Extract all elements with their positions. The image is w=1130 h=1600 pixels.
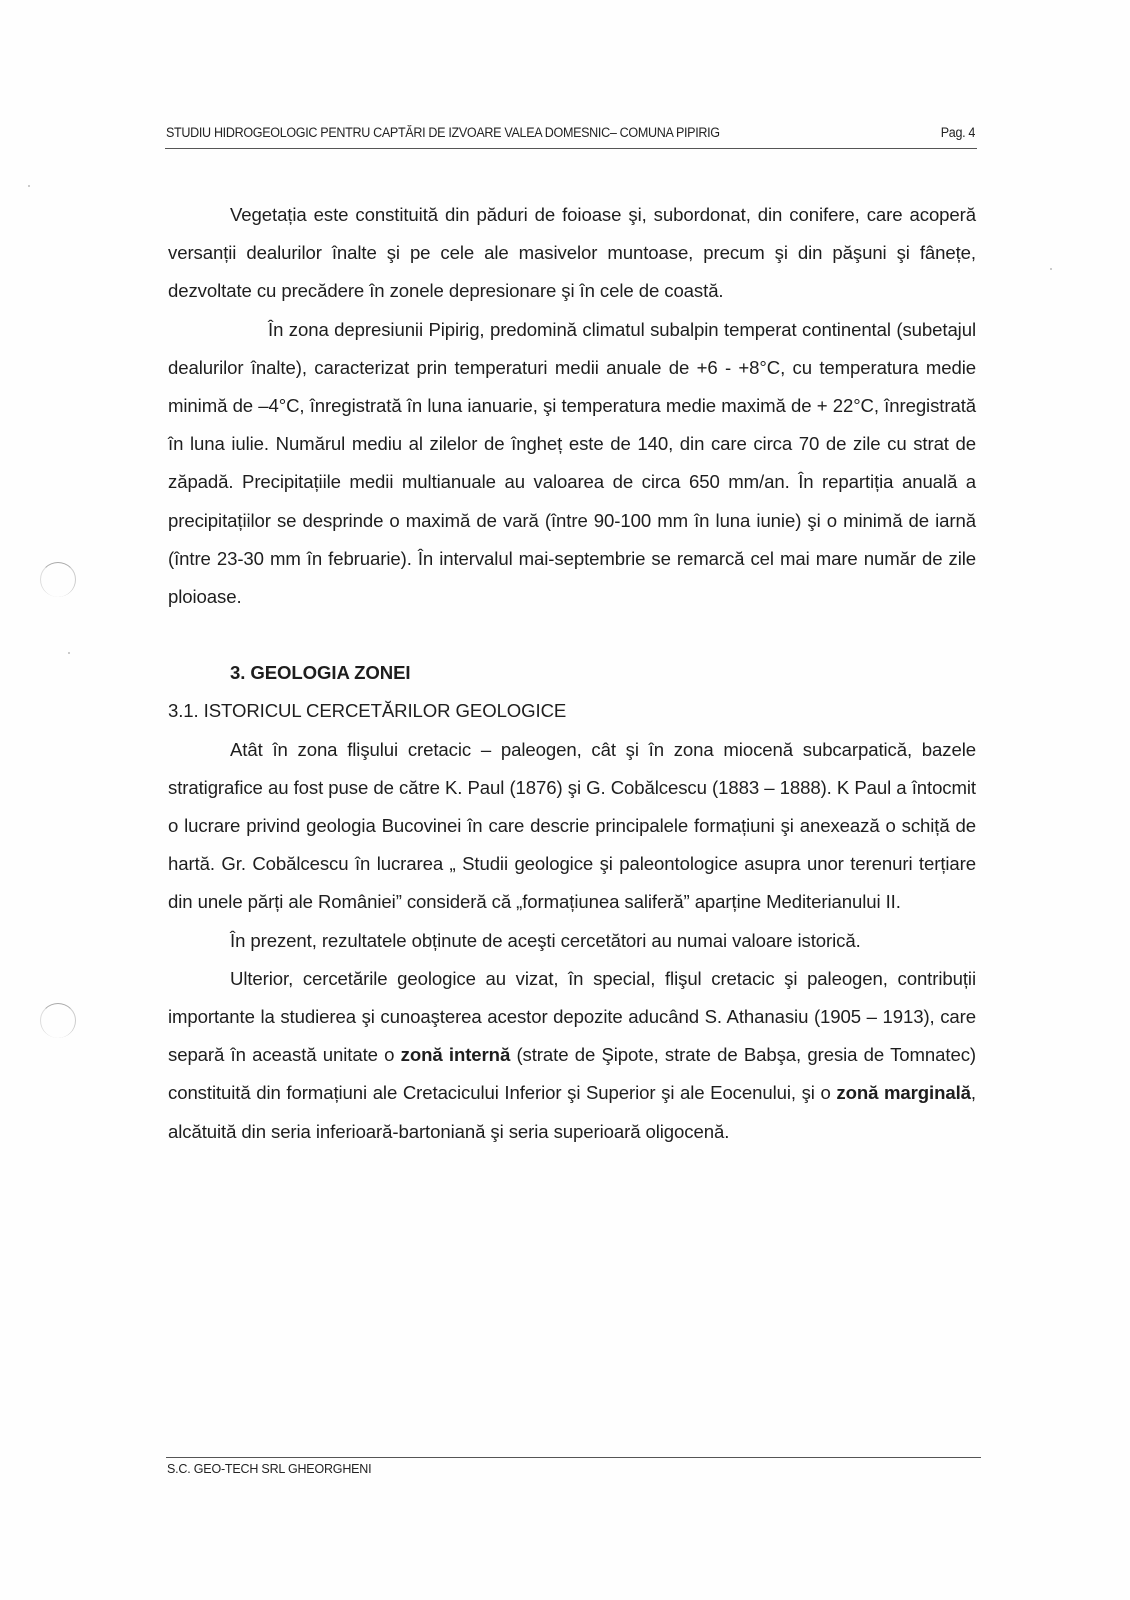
page-footer: S.C. GEO-TECH SRL GHEORGHENI xyxy=(167,1462,372,1476)
punch-hole-mark xyxy=(40,562,76,597)
footer-divider xyxy=(166,1457,981,1458)
paragraph-later-research xyxy=(168,960,976,1151)
page-number: Pag. 4 xyxy=(940,125,976,140)
paragraph-present: În prezent, rezultatele obținute de aceşti cercetători au numai valoare istorică. xyxy=(230,929,861,951)
bold-term-marginal-zone: zonă marginală xyxy=(836,1082,971,1104)
text-run: Ulterior, cercetările geologice au vizat, în special, flişul cretacic şi paleogen, contribuții importante la studierea şi cunoaşterea acestor depozite aducând S. Athanasiu (1905 – 1913), care separă în această unitate o xyxy=(168,967,976,1066)
document-title: STUDIU HIDROGEOLOGIC PENTRU CAPTĂRI DE IZVOARE VALEA DOMESNIC– COMUNA PIPIRIG xyxy=(166,125,720,140)
subsection-heading: 3.1. ISTORICUL CERCETĂRILOR GEOLOGICE xyxy=(168,700,567,722)
document-body xyxy=(168,196,976,1151)
text-run: (strate de Şipote, strate de Babşa, gresia de Tomnatec) constituită din formațiuni ale Cretacicului Inferior şi Superior şi ale Eocenului, şi o xyxy=(168,1044,976,1104)
paragraph-vegetation: Vegetația este constituită din păduri de foioase şi, subordonat, din conifere, care acoperă versanții dealurilor înalte şi pe cele ale masivelor muntoase, precum şi din păşuni şi fânețe, dezvoltate cu precădere în zonele depresionare şi în cele de coastă. xyxy=(168,204,976,302)
text-run: , alcătuită din seria inferioară-bartoniană şi seria superioară oligocenă. xyxy=(168,1082,976,1142)
scan-speck xyxy=(1050,268,1052,270)
punch-hole-mark xyxy=(40,1003,76,1038)
section-heading: 3. GEOLOGIA ZONEI xyxy=(230,662,411,684)
scan-speck xyxy=(68,652,70,654)
header-divider xyxy=(165,148,977,149)
spacer xyxy=(168,616,976,654)
paragraph-history: Atât în zona flişului cretacic – paleogen, cât şi în zona miocenă subcarpatică, bazele stratigrafice au fost puse de către K. Paul (1876) şi G. Cobălcescu (1883 – 1888). K Paul a întocmit o lucrare privind geologia Bucovinei în care descrie principalele formațiuni şi anexează o schiță de hartă. Gr. Cobălcescu în lucrarea „ Studii geologice şi paleontologice asupra unor terenuri terțiare din unele părți ale României” consideră că „formațiunea saliferă” aparține Mediterianului II. xyxy=(168,738,976,913)
bold-term-internal-zone: zonă internă xyxy=(400,1044,511,1066)
paragraph-climate: În zona depresiunii Pipirig, predomină climatul subalpin temperat continental (subetajul dealurilor înalte), caracterizat prin temperaturi medii anuale de +6 - +8°C, cu temperatura medie minimă de –4°C, înregistrată în luna ianuarie, şi temperatura medie maximă de + 22°C, înregistrată în luna iulie. Numărul mediu al zilelor de îngheț este de 140, din care circa 70 de zile cu strat de zăpadă. Precipitațiile medii multianuale au valoarea de circa 650 mm/an. În repartiția anuală a precipitațiilor se desprinde o maximă de vară (între 90-100 mm în luna iunie) şi o minimă de iarnă (între 23-30 mm în februarie). În intervalul mai-septembrie se remarcă cel mai mare număr de zile ploioase. xyxy=(168,318,976,608)
scan-speck xyxy=(28,185,30,187)
page-header xyxy=(166,125,975,140)
